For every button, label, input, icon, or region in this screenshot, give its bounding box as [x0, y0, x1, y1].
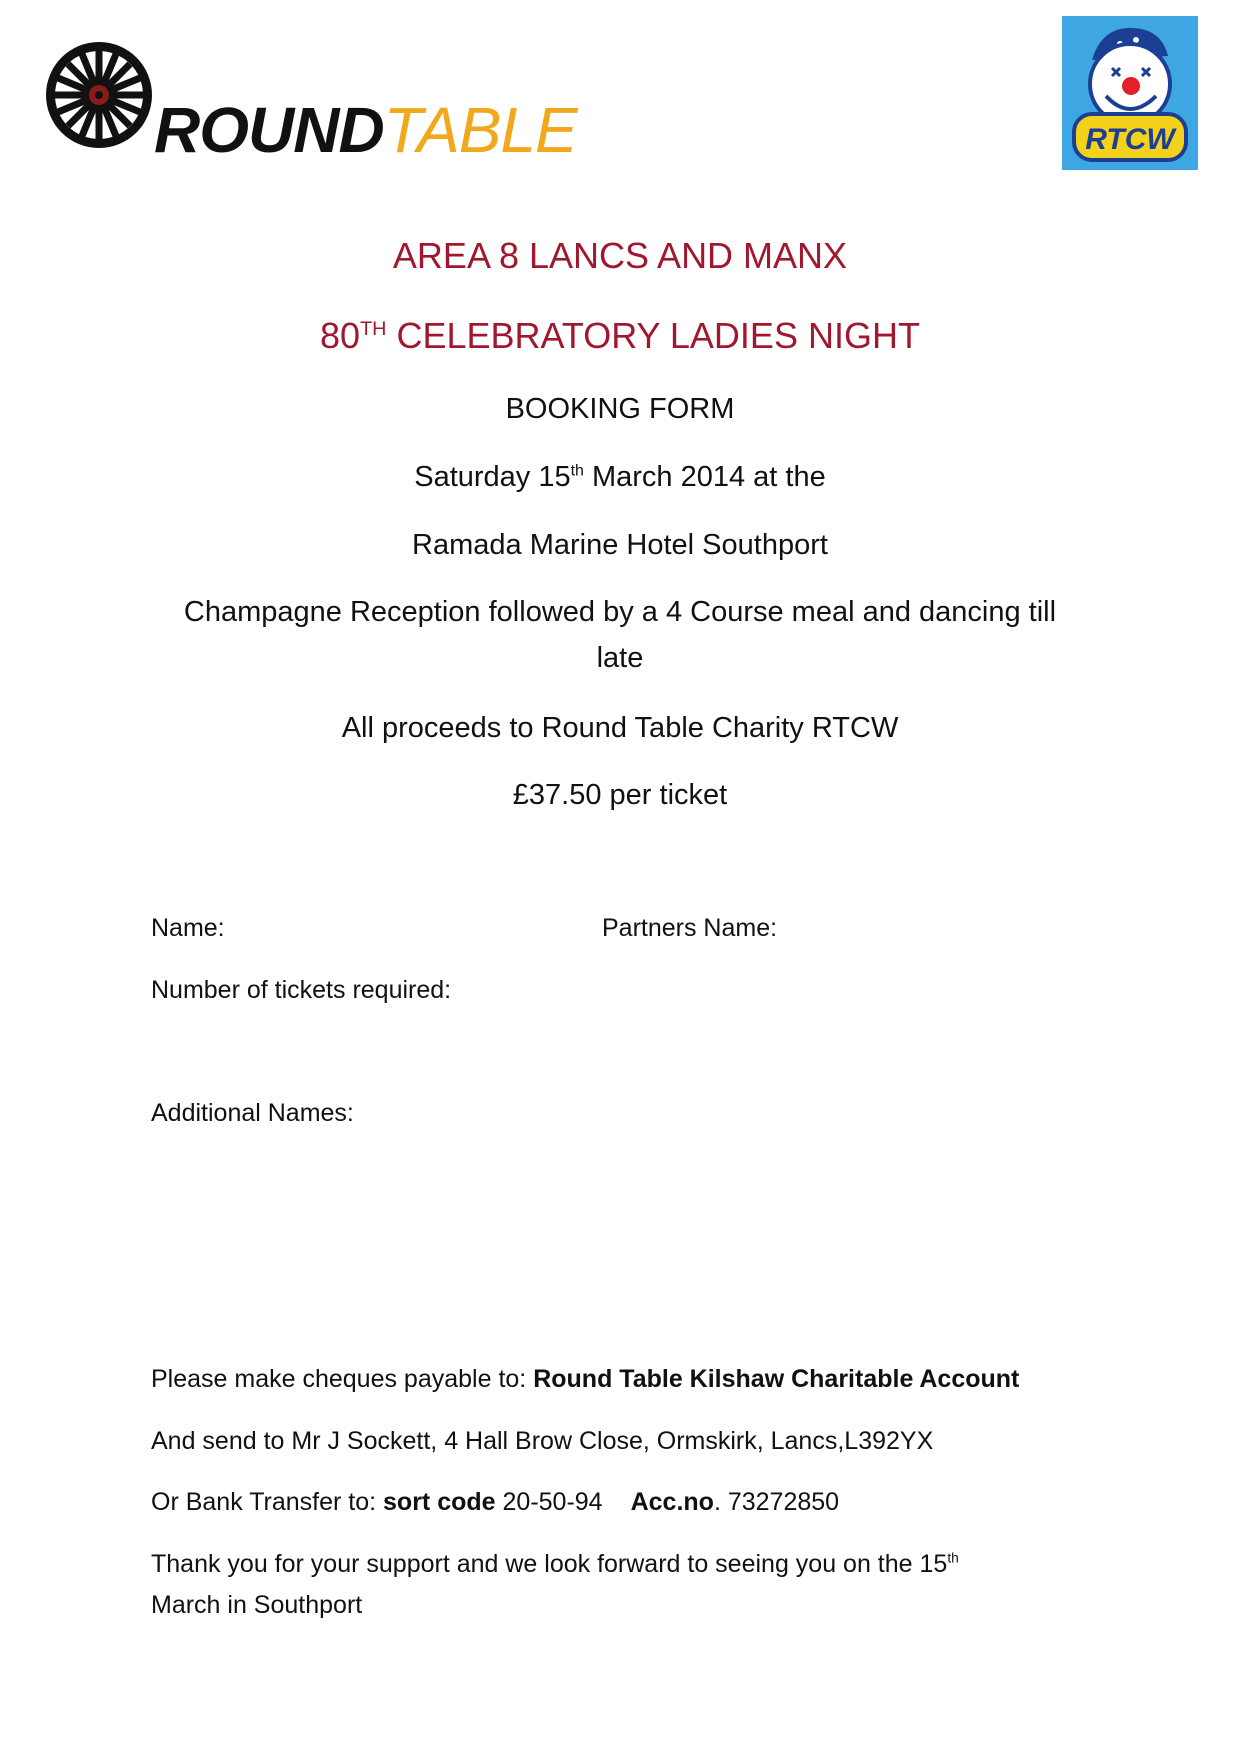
thanks-text: Thank you for your support and we look forward to seeing you on the 15: [151, 1550, 948, 1578]
event-title: [0, 316, 1240, 356]
event-proceeds: All proceeds to Round Table Charity RTCW: [341, 712, 899, 744]
event-venue: Ramada Marine Hotel Southport: [412, 529, 828, 561]
bank-prefix: Or Bank Transfer to:: [151, 1488, 384, 1516]
sort-code-label: sort code: [383, 1488, 496, 1516]
account-number-value: . 73272850: [713, 1488, 840, 1516]
wordmark-round: ROUND: [154, 94, 384, 166]
thanks-line1: [151, 1549, 959, 1579]
name-label: Name:: [151, 914, 225, 942]
event-title-sup: TH: [360, 318, 387, 340]
round-table-wheel-icon: [44, 40, 154, 150]
rtcw-logo: [1062, 16, 1198, 170]
booking-form-label: BOOKING FORM: [505, 393, 735, 425]
round-table-wordmark: [154, 94, 577, 166]
event-date-rest: March 2014 at the: [583, 461, 826, 493]
rtcw-badge-text: RTCW: [1085, 123, 1175, 156]
sort-code-value: 20-50-94: [495, 1488, 603, 1516]
send-to-line: And send to Mr J Sockett, 4 Hall Brow Close, Ormskirk, Lancs,L392YX: [151, 1427, 934, 1455]
event-title-number: 80: [320, 315, 361, 356]
partner-name-label: Partners Name:: [602, 914, 778, 942]
cheques-payee: Round Table Kilshaw Charitable Account: [533, 1365, 1020, 1393]
event-description-line2: late: [596, 642, 644, 674]
clown-face-icon: [1062, 16, 1198, 170]
thanks-sup: th: [947, 1550, 959, 1566]
thanks-line2: March in Southport: [151, 1591, 363, 1619]
account-number-label: Acc.no: [630, 1488, 714, 1516]
tickets-required-label: Number of tickets required:: [151, 976, 452, 1004]
event-date: [0, 460, 1240, 494]
event-date-prefix: Saturday 15: [414, 461, 571, 493]
bank-transfer-line: [151, 1487, 839, 1517]
event-date-sup: th: [570, 462, 584, 480]
wordmark-table: TABLE: [383, 94, 577, 166]
area-heading: AREA 8 LANCS AND MANX: [392, 235, 848, 276]
round-table-logo: [44, 40, 577, 166]
ticket-price: £37.50 per ticket: [512, 779, 728, 811]
event-title-text: CELEBRATORY LADIES NIGHT: [386, 315, 920, 356]
cheques-prefix: Please make cheques payable to:: [151, 1365, 534, 1393]
event-description-line1: Champagne Reception followed by a 4 Course meal and dancing till: [183, 596, 1057, 628]
cheques-line: [151, 1364, 1019, 1394]
additional-names-label: Additional Names:: [151, 1099, 354, 1127]
